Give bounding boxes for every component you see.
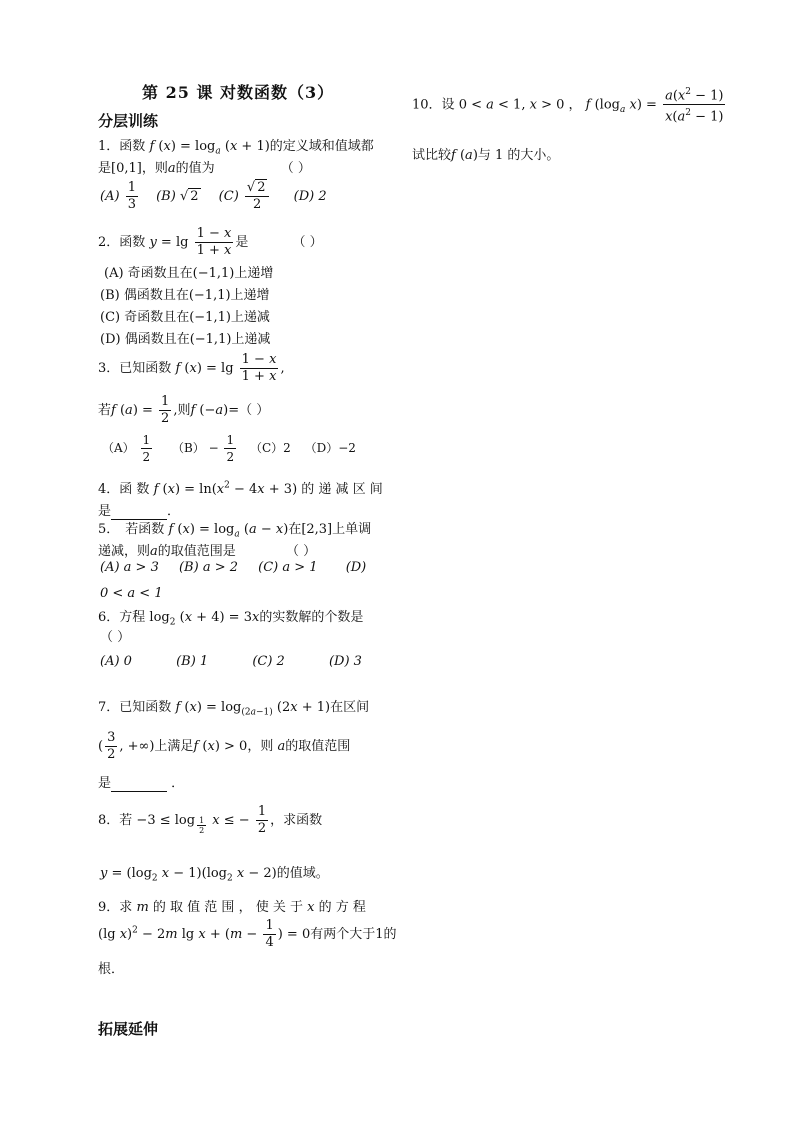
q3-text-b: 若 [98,403,112,418]
option-b: (B) a > 2 [178,560,238,575]
question-number: 8． [98,813,120,828]
q5-text-c: 递减，则 [98,544,151,559]
q3-text-a: 已知函数 [119,361,172,376]
question-5-line-1: 5． 若函数 f $(x) = \log_a (a - x)$在[2,3]上单调 [98,522,372,540]
question-5-line-2: 递减，则a的取值范围是 （ ） [98,544,317,559]
q7-text-f: 是 [98,776,112,791]
q6-text-b: 的实数解的个数是 [259,610,364,625]
section-practice: 分层训练 [98,112,159,130]
option-c: (C) 奇函数且在(−1,1)上递减 [100,310,270,325]
q10-text-b: 试比较 [412,148,452,163]
q7-text-g: ． [171,776,185,791]
q3-text-c: ,则 [173,403,191,418]
q7-text-b: 在区间 [330,700,370,715]
option-c: (C) a > 1 [258,560,318,575]
question-3-options: （A） $\frac{1}{2}$ （B） − $\frac{1}{2}$ （C）2 （D）−2 [102,433,356,464]
option-b: (B) 偶函数且在(−1,1)上递增 [100,288,270,303]
question-number: 4． [98,482,120,497]
q1-text-a: 函数 [119,139,146,154]
q7-text-c: 上满足 [154,739,194,754]
question-7-line-1: 7．已知函数 f $(x) = \log_{(2a-1)} (2x + 1)$在区间 [98,700,370,718]
option-a: (A) 0 [100,654,132,669]
question-9-line-3: 根． [98,962,125,977]
q7-text-d: ，则 [247,739,274,754]
option-d-value: 0 < a < 1 [100,586,163,601]
question-3-line-1: 3．已知函数 f (x) = lg $\frac{1 - x}{1 + x}$ , [98,352,285,384]
page-title: 第 25 课 对数函数（3） [142,83,335,102]
q10-text-c: 与 1 的大小。 [477,148,560,163]
question-6-options [100,654,362,669]
q8-text-a: 若 [119,813,133,828]
q4-text-b: 的 递 减 区 间 [301,482,383,497]
option-a: (A) 奇函数且在(−1,1)上递增 [104,266,274,281]
question-7-line-2: ( $\frac{3}{2}$ , +∞)上满足f (x) > 0，则 a的取值范围 [98,730,351,762]
option-b: （B） [171,441,205,455]
option-a: (A) a > 3 [100,560,159,575]
question-1-line-1: 1．函数 f $(x) = \log_a (x + 1)$的定义域和值域都 [98,139,374,157]
question-number: 1． [98,139,120,154]
option-a: (A) [100,189,120,204]
question-8-line-2: $y = (\log_2$ $x - 1)(\log_2$ x − 2)的值域。 [100,866,329,884]
q5-text-a: 若函数 [125,522,165,537]
question-number: 3． [98,361,120,376]
q4-text-d: ． [167,504,181,519]
q2-text-b: 是 [235,235,249,250]
q8-text-c: 的值域。 [276,866,329,881]
q7-text-e: 的取值范围 [285,739,351,754]
option-b: (B) [156,189,176,204]
question-6-line-1: 6．方程 $\log_2 (x + 4) = 3x$的实数解的个数是 [98,610,364,628]
q1-formula: f [149,139,155,154]
question-10-line-1: 10．设 0 < a < 1, x > 0 ， f ($\log_a$ x) = $\frac{a(x^2 - 1)}{x(a^2 - 1)}$ [412,84,727,126]
q3-text-d: =（ ） [228,403,270,418]
q6-text-a: 方程 [119,610,146,625]
question-number: 9． [98,900,120,915]
answer-blank[interactable] [111,776,167,792]
option-d: (D) 偶函数且在(−1,1)上递减 [100,332,271,347]
question-4-line-1: 4．函 数 f $(x) = \ln(x^2 - 4x + 3)$ 的 递 减 区 间 [98,480,383,497]
q2-text-a: 函数 [119,235,146,250]
question-8-line-1: 8．若 −3 ≤ log $_{\frac{1}{2}}$ x ≤ − $\frac{1}{2}$ ，求函数 [98,804,323,836]
question-9-line-2: (lg x)$^2$ − 2m lg x + (m − $\frac{1}{4}$ ) = 0有两个大于1的 [98,918,397,950]
q5-text-d: 的取值范围是 [157,544,236,559]
q8-text-b: ，求函数 [270,813,323,828]
question-3-line-2: 若f (a) = $\frac{1}{2}$ ,则f (−a)=（ ） [98,394,270,426]
option-c: (C) 2 [252,654,285,669]
option-c: (C) [218,189,239,204]
option-d: （D）−2 [304,441,356,455]
option-d: (D) [345,560,367,575]
question-10-line-2: 试比较f (a)与 1 的大小。 [412,148,560,163]
q7-text-a: 已知函数 [119,700,172,715]
q1-text-c: 是[0,1]，则 [98,161,168,176]
q4-text-c: 是 [98,504,112,519]
question-2-line-1: 2．函数 y = lg $\frac{1 - x}{1 + x}$ 是 （ ） [98,226,323,258]
q9-text-a: 求 [119,900,133,915]
option-d: (D) 2 [293,189,327,204]
question-1-options: (A) $\frac{1}{3}$ (B) √ 2 (C) $\frac{√ 2}{2}$ (D) 2 [100,180,327,212]
question-1-line-2: 是[0,1]，则a的值为 （ ） [98,161,311,176]
answer-paren: （ ） [100,630,131,645]
question-7-line-3 [98,772,184,792]
question-number: 6． [98,610,120,625]
question-number: 2． [98,235,120,250]
q9-text-d: 有两个大于1的 [310,927,397,942]
q4-text-a: 函 数 [119,482,150,497]
option-b: (B) 1 [176,654,209,669]
question-4-line-2 [98,500,180,520]
option-d: (D) 3 [328,654,362,669]
answer-paren: （ ） [292,235,323,250]
question-number: 7． [98,700,120,715]
option-a: （A） [102,441,135,455]
q1-text-b: 的定义域和值域都 [269,139,374,154]
answer-paren: （ ） [285,544,317,559]
q9-text-b: 的 取 值 范 围 ， 使 关 于 [152,900,303,915]
q1-text-d: 的值为 [175,161,215,176]
question-5-options [100,560,392,575]
question-number: 10． [412,97,442,113]
q5-text-b: 在[2,3]上单调 [288,522,372,537]
answer-paren: （ ） [280,161,311,176]
question-number: 5． [98,522,120,537]
option-c: （C）2 [249,441,291,455]
question-9-line-1: 9．求 m 的 取 值 范 围 ， 使 关 于 x 的 方 程 [98,900,366,915]
q9-text-c: 的 方 程 [318,900,366,915]
q10-text-a: 设 [441,97,455,113]
section-extension: 拓展延伸 [98,1020,159,1038]
